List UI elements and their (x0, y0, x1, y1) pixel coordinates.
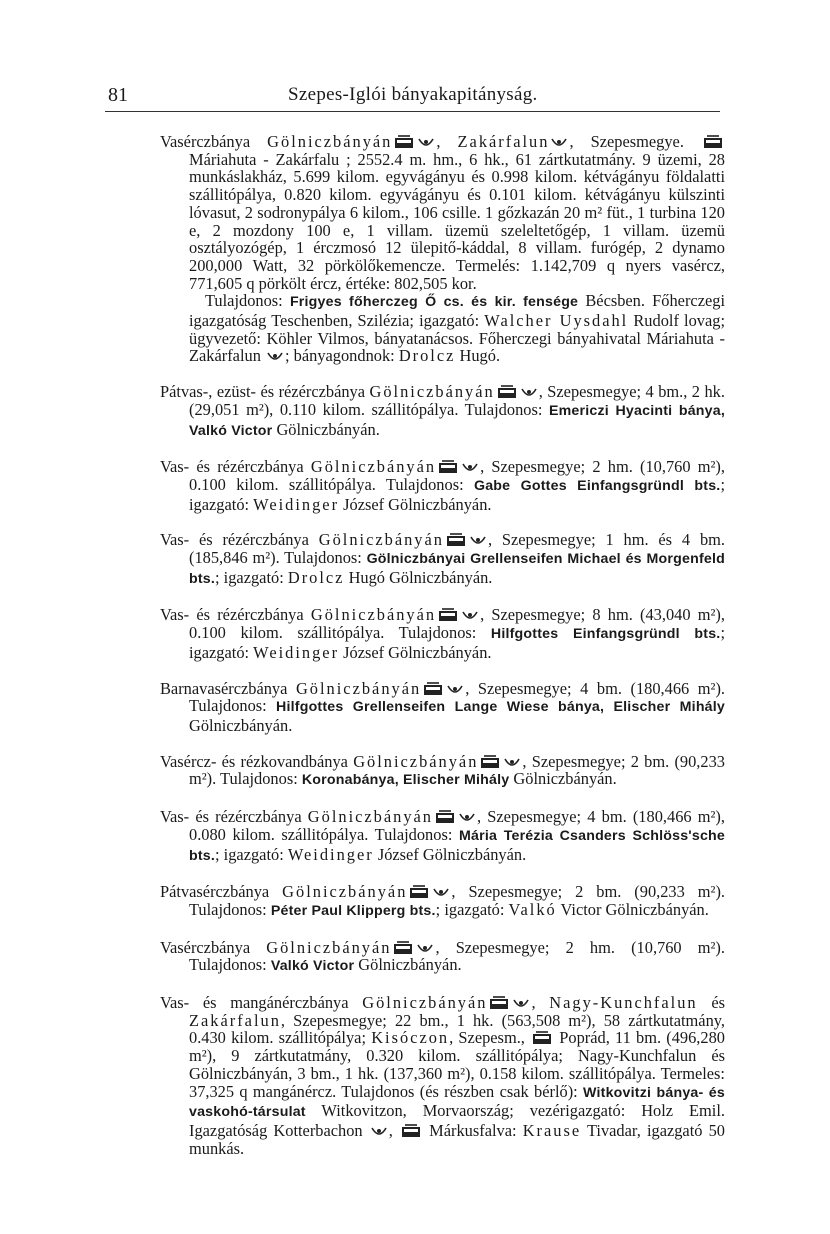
spaced-name: Gölniczbányán (295, 678, 422, 698)
entry-text: , (531, 993, 550, 1013)
post-office-icon (433, 887, 449, 899)
mine-entry (160, 883, 725, 920)
entry-text: Tivadar, igazgató 50 munkás. (189, 1120, 725, 1158)
post-office-icon (551, 137, 567, 149)
entry-text: , Szepesmegye; 22 bm., 1 hk. (563,508 m²), 58 zártkutatmány, 0.430 kilom. szállitópálya; (189, 1010, 725, 1048)
entry-text: Pátvas-, ezüst- és rézérczbánya (160, 382, 370, 402)
entry-text: Hugó Gölniczbányán. (344, 567, 493, 587)
spaced-name: Drolcz (287, 567, 345, 587)
entry-text: , Szepesmegye; 1 hm. és 4 bm. (185,846 m²). Tulajdonos: (189, 530, 725, 568)
entry-text: Gölniczbányán. (509, 769, 617, 789)
owner-name: Mária Terézia Csanders Schlöss'sche bts. (189, 827, 725, 864)
entry-text: Máriahuta - Zakárfalu ; 2552.4 m. hm., 6 hk., 61 zártkutatmány. 9 üzemi, 28 munkáslakház, 5.699 kilom. egyvágányu és 0.998 kilom. kétvágányu földalatti szállitópálya, 0.820 kilom. egyvágányu és 0.101 kilom. kétvágányu külszinti lóvasut, 2 sodronypálya 6 kilom., 106 csille. 1 gőzkazán 20 m² füt., 1 turbina 120 e, 2 mozdony 100 e, 1 villam. üzemü szeleltetőgép, 1 villam. üzemü osztályozógép, 1 érczmosó 12 ülepitő-káddal, 8 villam. furógép, 2 dynamo 200,000 Watt, 32 pörkölőkemencze. Termelés: 1.142,709 q nyers vasércz, 771,605 q pörkölt ércz, értéke: 802,505 kor. (189, 149, 725, 293)
entry-text: Pátvasérczbánya (160, 882, 283, 902)
post-office-icon (371, 1126, 387, 1138)
page-number: 81 (108, 84, 128, 106)
entry-text: Bécsben. Főherczegi igazgatóság Teschenben, Szilézia; igazgató: (189, 291, 725, 331)
entry-text: ; igazgató: (215, 844, 288, 864)
mine-symbol-icon (401, 1124, 421, 1138)
owner-paragraph (189, 292, 725, 365)
mine-symbol-icon (703, 135, 723, 149)
mine-symbol-icon (489, 996, 509, 1010)
entry-text: Poprád, 11 bm. (496,280 m²), 9 zártkutatmány, 0.320 kilom. szállitópálya; Nagy-Kunchfalun és Gölniczbányán, 3 bm., 1 hk. (137,360 m²), 0.158 kilom. szállitópálya. Termeles: 37,325 q mangánércz. Tulajdonos (és részben csak bérlő): (189, 1028, 725, 1101)
mine-entry (160, 606, 725, 661)
entry-text: József Gölniczbányán. (339, 494, 492, 514)
spaced-name: Krause (522, 1120, 582, 1140)
mine-symbol-icon (446, 533, 466, 547)
entry-text: Witkovitzon, Morvaország; vezérigazgató: Holz Emil. Igazgatóság Kotterbachon (189, 1101, 725, 1140)
entry-text: Vas- és rézérczbánya (160, 457, 311, 477)
post-office-icon (521, 387, 537, 399)
spaced-name: Kisóczon (371, 1028, 450, 1048)
entry-text: Vas- és rézérczbánya (160, 605, 311, 625)
spaced-name: Weidinger (287, 844, 374, 864)
spaced-name: Weidinger (253, 494, 340, 514)
post-office-icon (462, 462, 478, 474)
post-office-icon (513, 998, 529, 1010)
entry-text: , Szepesmegye; 4 bm., 2 hk. (29,051 m²), 0.110 kilom. szállitópálya. Tulajdonos: (189, 382, 725, 419)
owner-name: Hilfgottes Grellenseifen Lange Wiese bánya, Elischer Mihály (276, 699, 726, 716)
mine-symbol-icon (409, 885, 429, 899)
mine-symbol-icon (393, 941, 413, 955)
entry-text: Gölniczbányán. (354, 955, 462, 975)
mine-entries-list (160, 133, 725, 1175)
mine-symbol-icon (532, 1031, 552, 1045)
post-office-icon (267, 351, 283, 363)
mine-symbol-icon (435, 810, 455, 824)
spaced-name: Valkó (508, 899, 557, 919)
owner-name: Emericzi Hyacinti bánya, Valkó Victor (189, 402, 725, 439)
mine-entry (160, 458, 725, 513)
entry-text: , Szepesmegye; 2 hm. (10,760 m²), 0.100 kilom. szállitópálya. Tulajdonos: (189, 457, 725, 494)
entry-text: , (388, 1120, 400, 1140)
entry-text: , Szepesmegye; 2 bm. (90,233 m²). Tulajdonos: (189, 882, 725, 919)
entry-text: Barnavasérczbánya (160, 678, 296, 698)
entry-text: Rudolf lovag; ügyvezető: Köhler Vilmos, bányatanácsos. Főherczegi bányahivatal Máriahuta - Zakárfalun (189, 311, 725, 366)
spaced-name: Gölniczbányán (282, 882, 408, 902)
post-office-icon (418, 137, 434, 149)
mine-symbol-icon (438, 608, 458, 622)
running-title: Szepes-Iglói bányakapitányság. (288, 84, 538, 105)
entry-text: József Gölniczbányán. (339, 642, 492, 662)
entry-text: Victor Gölniczbányán. (556, 899, 709, 919)
mine-symbol-icon (480, 755, 500, 769)
mine-symbol-icon (394, 135, 414, 149)
entry-text: , Szepesmegye; 8 hm. (43,040 m²), 0.100 kilom. szállitópálya. Tulajdonos: (189, 605, 725, 643)
entry-text: , Szepesmegye. (569, 132, 701, 151)
entry-text: ; igazgató: (189, 474, 725, 514)
owner-name: Valkó Victor (270, 958, 355, 975)
spaced-name: Zakárfalun (457, 132, 550, 151)
owner-name: Gölniczbányai Grellenseifen Michael és Morgenfeld bts. (189, 551, 725, 587)
spaced-name: Gölniczbányán (362, 993, 488, 1013)
owner-name: Koronabánya, Elischer Mihály (301, 772, 510, 789)
mine-entry (160, 680, 725, 735)
entry-text: , Szepesmegye; 2 bm. (90,233 m²). Tulajdonos: (189, 751, 725, 789)
entry-text: , (436, 132, 458, 151)
mine-entry (160, 808, 725, 865)
entry-text: és (697, 993, 725, 1013)
spaced-name: Weidinger (253, 642, 340, 662)
entry-text: , Szepesm., (449, 1028, 531, 1048)
entry-text: Gölniczbányán. (189, 715, 293, 735)
mine-entry (160, 133, 725, 365)
entry-text: ; igazgató: (435, 899, 509, 919)
spaced-name: Gölniczbányán (310, 457, 437, 477)
entry-text: Gölniczbányán. (272, 419, 380, 439)
spaced-name: Gölniczbányán (369, 382, 495, 402)
spaced-name: Nagy-Kunchfalun (549, 993, 698, 1013)
spaced-name: Gölniczbányán (318, 530, 444, 550)
owner-name: Hilfgottes Einfangsgründl bts. (490, 626, 721, 643)
owner-name: Frigyes főherczeg Ő cs. és kir. fensége (289, 294, 579, 311)
mine-entry (160, 531, 725, 588)
post-office-icon (447, 684, 463, 696)
owner-name: Witkovitzi bánya- és vaskohó-társulat (189, 1084, 725, 1121)
entry-text: Vasérczbánya (160, 132, 268, 151)
entry-text: , Szepesmegye; 4 bm. (180,466 m²). Tulajdonos: (189, 678, 725, 716)
mine-entry (160, 753, 725, 790)
spaced-name: Gölniczbányán (307, 807, 433, 827)
header-rule (105, 111, 720, 112)
spaced-name: Gölniczbányán (266, 937, 392, 957)
mine-symbol-icon (497, 385, 517, 399)
mine-entry (160, 939, 725, 976)
mine-entry (160, 994, 725, 1157)
post-office-icon (417, 943, 433, 955)
entry-text: Vas- és mangánérczbánya (160, 993, 363, 1013)
entry-text: Vas- és rézérczbánya (160, 530, 319, 550)
entry-text: Tulajdonos: (205, 291, 290, 311)
spaced-name: Gölniczbányán (310, 605, 437, 625)
spaced-name: Zakárfalun (189, 1010, 281, 1030)
entry-text: ; igazgató: (215, 567, 288, 587)
spaced-name: Walcher Uysdahl (484, 311, 629, 331)
spaced-name: Drolcz (398, 346, 456, 366)
mine-entry (160, 383, 725, 440)
post-office-icon (459, 812, 475, 824)
entry-text: Vasércz- és rézkovandbánya (160, 751, 354, 771)
mine-symbol-icon (423, 682, 443, 696)
entry-text: József Gölniczbányán. (373, 844, 527, 864)
entry-text: , Szepesmegye; 2 hm. (10,760 m²). Tulajdonos: (189, 937, 725, 975)
owner-name: Gabe Gottes Einfangsgründl bts. (473, 477, 721, 494)
spaced-name: Gölniczbányán (267, 132, 393, 151)
owner-name: Péter Paul Klipperg bts. (270, 902, 436, 919)
post-office-icon (470, 535, 486, 547)
post-office-icon (462, 610, 478, 622)
entry-text: ; igazgató: (189, 623, 725, 662)
entry-text: , Szepesmegye; 4 bm. (180,466 m²), 0.080 kilom. szállitópálya. Tulajdonos: (189, 807, 725, 844)
entry-text: Márkusfalva: (423, 1120, 523, 1140)
mine-symbol-icon (438, 460, 458, 474)
entry-text: Vas- és rézérczbánya (160, 807, 308, 827)
entry-text: Hugó. (455, 346, 501, 366)
entry-text: ; bányagondnok: (285, 346, 399, 366)
spaced-name: Gölniczbányán (353, 751, 479, 771)
entry-text: Vasérczbánya (160, 937, 267, 957)
post-office-icon (504, 757, 520, 769)
